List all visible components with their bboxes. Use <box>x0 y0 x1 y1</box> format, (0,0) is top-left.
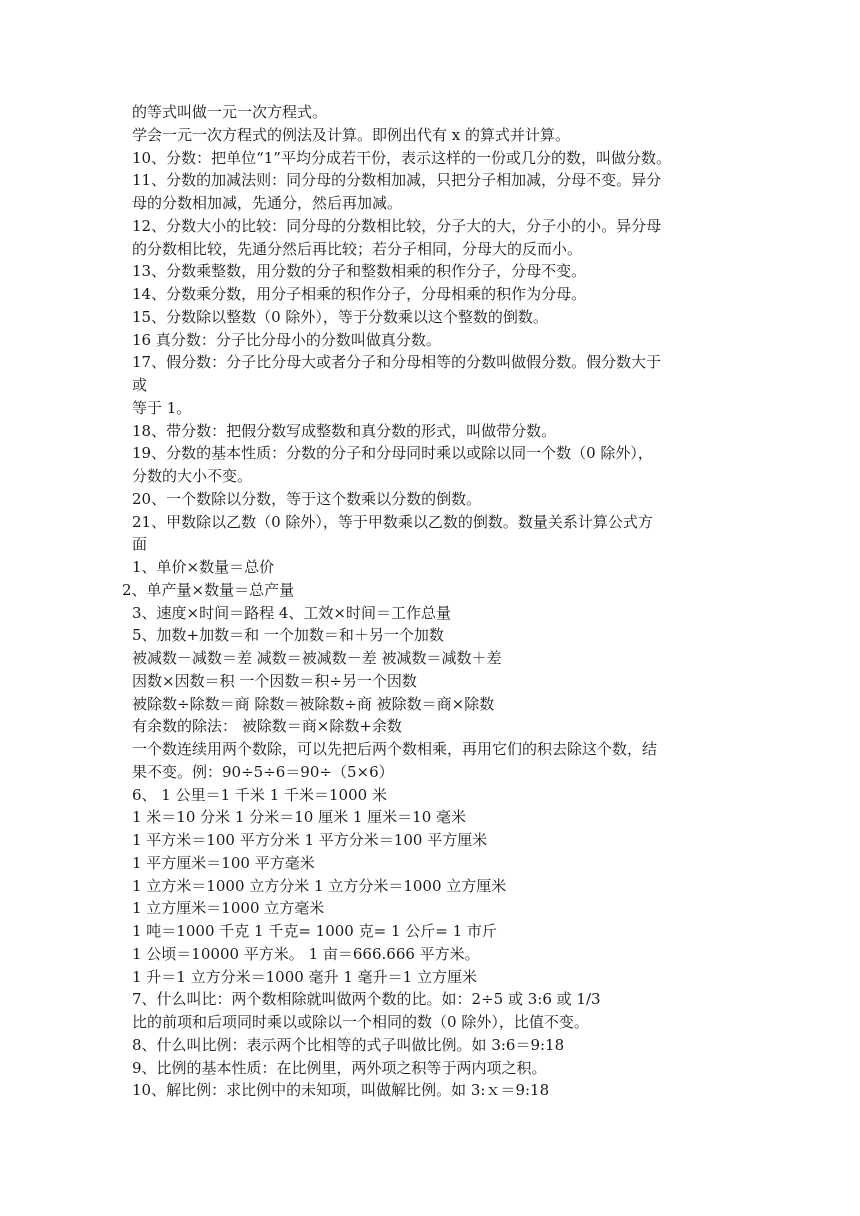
text-line: 5、加数+加数＝和 一个加数＝和＋另一个加数 <box>132 626 444 645</box>
text-line: 分数的大小不变。 <box>132 467 253 485</box>
text-line: 20、一个数除以分数，等于这个数乘以分数的倒数。 <box>132 489 482 508</box>
text-line: 1、单价×数量＝总价 <box>132 558 275 576</box>
text-line: 18、带分数：把假分数写成整数和真分数的形式，叫做带分数。 <box>132 421 557 440</box>
text-line: 因数×因数＝积 一个因数＝积÷另一个因数 <box>132 671 417 690</box>
text-line: 19、分数的基本性质：分数的分子和分母同时乘以或除以同一个数（0 除外）， <box>132 444 653 463</box>
text-line: 的分数相比较，先通分然后再比较；若分子相同，分母大的反而小。 <box>132 239 583 258</box>
text-line: 的等式叫做一元一次方程式。 <box>132 103 328 121</box>
text-line: 等于 1。 <box>132 398 192 417</box>
text-line: 7、什么叫比：两个数相除就叫做两个数的比。如：2÷5 或 3:6 或 1/3 <box>132 990 601 1009</box>
text-line: 1 升＝1 立方分米＝1000 毫升 1 毫升＝1 立方厘米 <box>132 967 477 986</box>
text-line: 1 立方米＝1000 立方分米 1 立方分米＝1000 立方厘米 <box>132 876 507 895</box>
text-line: 1 平方厘米＝100 平方毫米 <box>132 853 315 872</box>
text-line: 6、 1 公里＝1 千米 1 千米＝1000 米 <box>132 785 387 804</box>
text-line: 1 吨＝1000 千克 1 千克= 1000 克= 1 公斤= 1 市斤 <box>132 922 497 940</box>
text-line: 10、分数：把单位“1”平均分成若干份，表示这样的一份或几分的数，叫做分数。 <box>132 148 671 167</box>
text-line: 比的前项和后项同时乘以或除以一个相同的数（0 除外），比值不变。 <box>132 1013 589 1031</box>
text-line: 1 平方米＝100 平方分米 1 平方分米＝100 平方厘米 <box>132 831 488 849</box>
text-line: 15、分数除以整数（0 除外），等于分数乘以这个整数的倒数。 <box>132 307 548 326</box>
text-line: 9、比例的基本性质：在比例里，两外项之积等于两内项之积。 <box>132 1058 547 1077</box>
text-line: 面 <box>132 535 148 554</box>
text-line: 学会一元一次方程式的例法及计算。即例出代有 x 的算式并计算。 <box>132 125 570 144</box>
text-line: 或 <box>132 376 148 394</box>
text-line: 1 米＝10 分米 1 分米＝10 厘米 1 厘米＝10 毫米 <box>132 808 467 827</box>
document-body <box>0 101 860 1102</box>
text-line: 14、分数乘分数，用分子相乘的积作分子，分母相乘的积作为分母。 <box>132 285 587 303</box>
text-line: 母的分数相加减，先通分，然后再加减。 <box>132 194 403 212</box>
text-line: 一个数连续用两个数除，可以先把后两个数相乘，再用它们的积去除这个数，结 <box>132 740 658 758</box>
text-line: 8、什么叫比例：表示两个比相等的式子叫做比例。如 3:6＝9:18 <box>132 1035 565 1054</box>
text-line: 16 真分数：分子比分母小的分数叫做真分数。 <box>132 330 441 349</box>
text-line: 21、甲数除以乙数（0 除外），等于甲数乘以乙数的倒数。数量关系计算公式方 <box>132 512 653 531</box>
text-line: 2、单产量×数量＝总产量 <box>122 580 295 599</box>
text-line: 1 公顷＝10000 平方米。 1 亩＝666.666 平方米。 <box>132 944 480 963</box>
text-line: 11、分数的加减法则：同分母的分数相加减，只把分子相加减，分母不变。异分 <box>132 171 662 190</box>
text-line: 1 立方厘米＝1000 立方毫米 <box>132 899 325 918</box>
text-line: 13、分数乘整数，用分数的分子和整数相乘的积作分子，分母不变。 <box>132 262 587 281</box>
text-line: 10、解比例：求比例中的未知项，叫做解比例。如 3:ｘ＝9:18 <box>132 1081 550 1100</box>
text-line: 3、速度×时间＝路程 4、工效×时间＝工作总量 <box>132 603 451 622</box>
text-line: 17、假分数：分子比分母大或者分子和分母相等的分数叫做假分数。假分数大于 <box>132 353 662 372</box>
text-line: 果不变。例：90÷5÷6＝90÷（5×6） <box>132 762 394 781</box>
text-line: 有余数的除法： 被除数＝商×除数+余数 <box>132 717 402 736</box>
text-line: 被减数－减数＝差 减数＝被减数－差 被减数＝减数＋差 <box>132 649 502 667</box>
text-line: 12、分数大小的比较：同分母的分数相比较，分子大的大，分子小的小。异分母 <box>132 216 662 235</box>
text-line: 被除数÷除数＝商 除数＝被除数÷商 被除数＝商×除数 <box>132 694 495 713</box>
